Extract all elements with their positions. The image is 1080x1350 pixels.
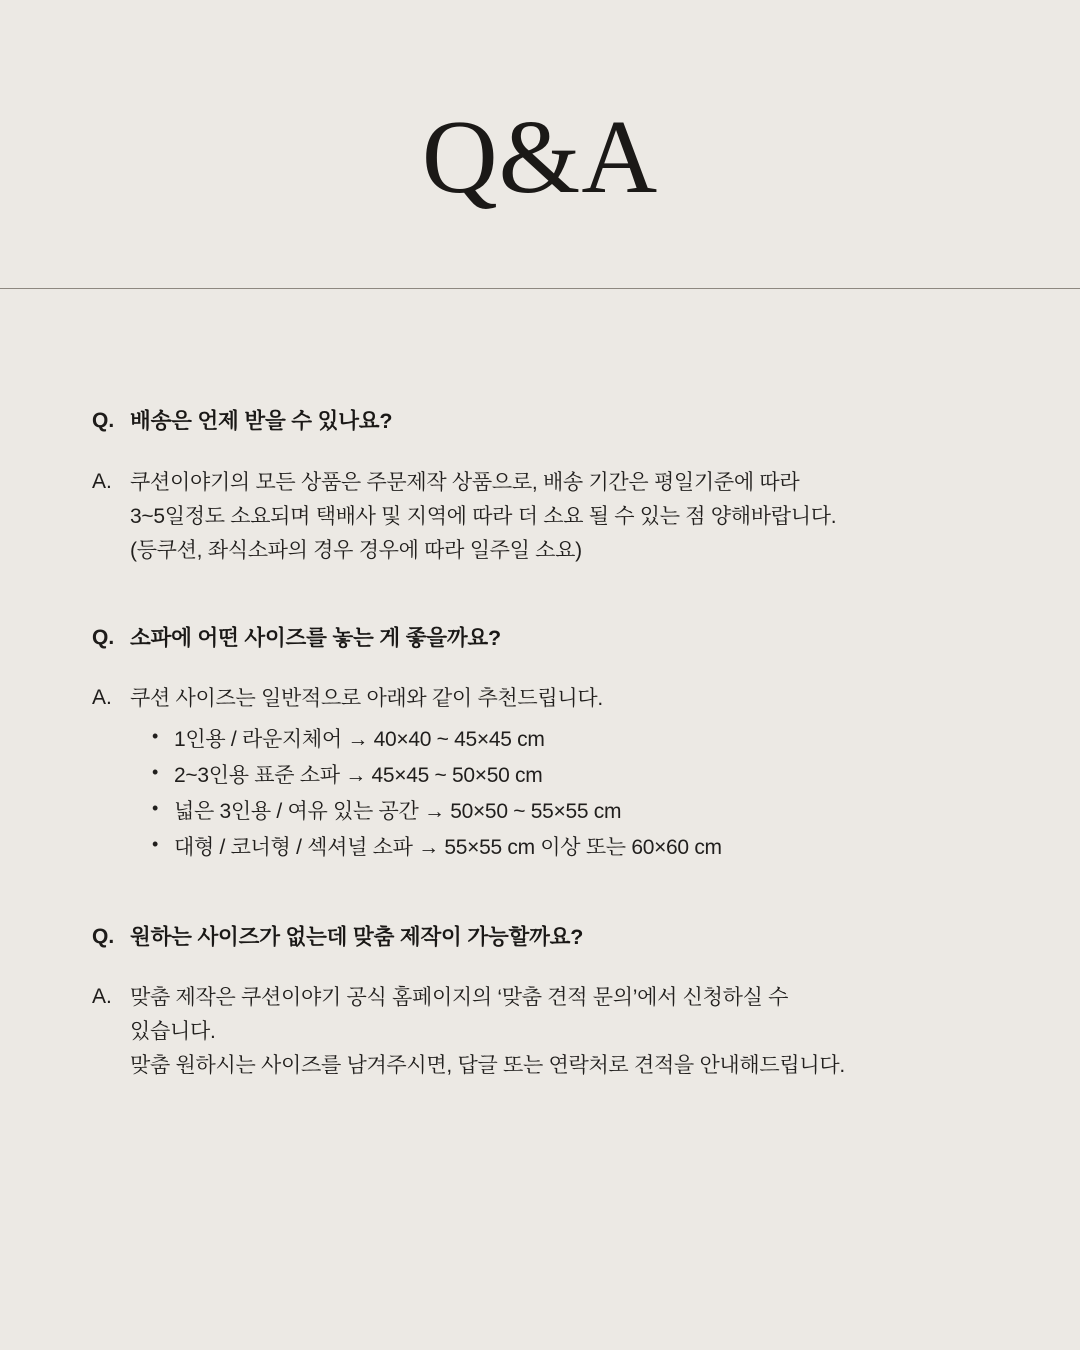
question-text: 배송은 언제 받을 수 있나요? [130,409,393,433]
answer-marker: A. [92,985,112,1009]
answer-text [130,466,836,568]
answer-line: 3~5일정도 소요되며 택배사 및 지역에 따라 더 소요 될 수 있는 점 양해바랍니다. [130,504,837,528]
answer-marker: A. [92,686,112,710]
question-marker: Q. [92,409,115,432]
qa-item [92,405,997,568]
answer-line: 있습니다. [130,1020,216,1044]
page-header [0,0,1080,289]
answer-row [92,682,997,866]
answer-line: 맞춤 제작은 쿠션이야기 공식 홈페이지의 ‘맞춤 견적 문의’에서 신청하실 수 [130,986,789,1010]
qa-list [92,405,997,1083]
question-row [92,405,997,438]
spacer [92,907,997,921]
question-row [92,921,997,954]
answer-row [92,466,997,568]
answer-line: 맞춤 원하시는 사이즈를 남겨주시면, 답글 또는 연락처로 견적을 안내해드립니다. [130,1054,845,1078]
qa-item [92,622,997,867]
answer-line: 쿠션이야기의 모든 상품은 주문제작 상품으로, 배송 기간은 평일기준에 따라 [130,470,800,494]
answer-marker: A. [92,469,112,493]
answer-line: 쿠션 사이즈는 일반적으로 아래와 같이 추천드립니다. [130,687,603,711]
answer-line: (등쿠션, 좌식소파의 경우 경우에 따라 일주일 소요) [130,538,582,562]
question-text: 원하는 사이즈가 없는데 맞춤 제작이 가능할까요? [130,924,584,949]
spacer [92,608,997,622]
answer-row [92,981,997,1083]
list-item: • 1인용 / 라운지체어 → 40×40 ~ 45×45 cm [174,722,722,758]
list-item: • 대형 / 코너형 / 섹셔널 소파 → 55×55 cm 이상 또는 60×60 cm [174,830,722,866]
answer-text [130,682,722,866]
list-item: • 넓은 3인용 / 여유 있는 공간 → 50×50 ~ 55×55 cm [174,794,722,830]
page-title: Q&A [421,98,659,215]
list-item: • 2~3인용 표준 소파 → 45×45 ~ 50×50 cm [174,758,722,794]
question-marker: Q. [92,625,115,649]
header-divider [0,288,1080,289]
qa-item [92,921,997,1084]
question-row [92,622,997,655]
question-text: 소파에 어떤 사이즈를 놓는 게 좋을까요? [130,625,501,650]
size-recommendation-list [130,722,722,866]
question-marker: Q. [92,924,115,948]
answer-text [130,981,845,1083]
